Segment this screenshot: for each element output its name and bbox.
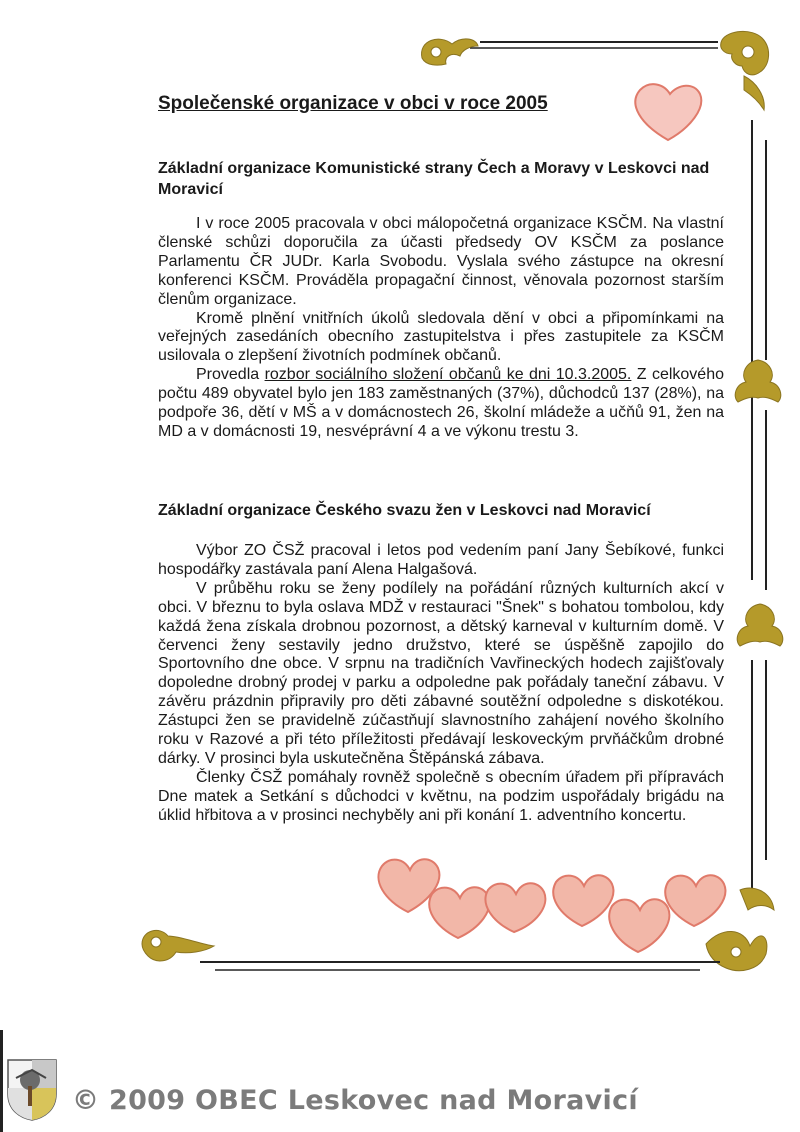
census-figures: Z celkového počtu 489 obyvatel bylo jen 183 zaměstnaných (37%), důchodců 137 (28%), na podpoře 36, dětí v MŠ a v domácnostech 26, školní mládeže a učňů 91, žen na MD a v domácnosti 19, nesvéprávní 4 a ve výkonu trestu 3. [158, 366, 724, 440]
municipal-coat-of-arms-icon [6, 1058, 58, 1122]
gold-corner-ornament-icon [721, 31, 769, 110]
paragraph: Členky ČSŽ pomáhaly rovněž společně s obecním úřadem při přípravách Dne matek a Setkání s důchodci v květnu, na podzim uspořádaly brigádu na úklid hřbitova a v prosinci nechyběly ani při konání 1. adventního koncertu. [158, 768, 724, 824]
heart-cluster-icon [378, 859, 725, 952]
census-lead: Provedla [196, 366, 260, 384]
footer-copyright: © 2009 OBEC Leskovec nad Moravicí [72, 1085, 638, 1116]
census-underlined-text: rozbor sociálního složení občanů ke dni 10.3.2005. [264, 366, 632, 384]
frame-bottom-line [200, 962, 720, 970]
paragraph: I v roce 2005 pracovala v obci málopočetná organizace KSČM. Na vlastní členské schůzi doporučila za účasti předsedy OV KSČM za poslance Parlamentu ČR JUDr. Karla Svobodu. Vyslala svého zástupce na okresní konferenci KSČM. Prováděla propagační činnost, věnovala pozornost starším členům organizace. [158, 215, 724, 308]
section-heading-kscm: Základní organizace Komunistické strany Čech a Moravy v Leskovci nad Moravicí [158, 160, 710, 198]
frame-top-line [470, 42, 718, 48]
pink-heart-icon [635, 84, 701, 140]
census-paragraph [158, 366, 724, 442]
page-title: Společenské organizace v obci v roce 2005 [158, 93, 548, 114]
section-heading-csz: Základní organizace Českého svazu žen v Leskovci nad Moravicí [158, 502, 651, 519]
gold-swirl-ornament-icon [422, 39, 478, 65]
frame-right-line [752, 120, 766, 890]
paragraph: Výbor ZO ČSŽ pracoval i letos pod vedením paní Jany Šebíkové, funkci hospodářky zastávala paní Alena Halgašová. [158, 542, 724, 578]
section-body-kscm [158, 215, 724, 442]
section-body-csz [158, 542, 724, 826]
footer-left-bar [0, 1030, 3, 1132]
paragraph: V průběhu roku se ženy podílely na pořádání různých kulturních akcí v obci. V březnu to byla oslava MDŽ v restauraci "Šnek" s bohatou tombolou, kdy každá žena získala drobnou pozornost, a dětský karneval v kulturním domě. V červenci ženy sestavily jedno družstvo, které se úspěšně zapojilo do Sportovního dne obce. V srpnu na tradičních Vavřineckých hodech zajišťovaly dopoledne drobný prodej v parku a odpoledne pak pořádaly taneční zábavu. V závěru prázdnin připravily pro děti zábavné soutěžní odpoledne s diskotékou. Zástupci žen se pravidelně zúčastňují slavnostního zahájení nového školního roku v Razové a při této příležitosti předávají leskoveckým prvňáčkům drobné dárky. V prosinci byla uskutečněna Štěpánská zábava. [158, 579, 724, 767]
paragraph: Kromě plnění vnitřních úkolů sledovala dění v obci a připomínkami na veřejných zasedáních obecního zastupitelstva i přes zastupitele za KSČM usilovala o zlepšení životních podmínek občanů. [158, 309, 724, 365]
gold-swirl-ornament-icon [142, 930, 214, 960]
gold-fleur-ornament-icon [737, 604, 783, 646]
gold-fleur-ornament-icon [735, 360, 781, 402]
